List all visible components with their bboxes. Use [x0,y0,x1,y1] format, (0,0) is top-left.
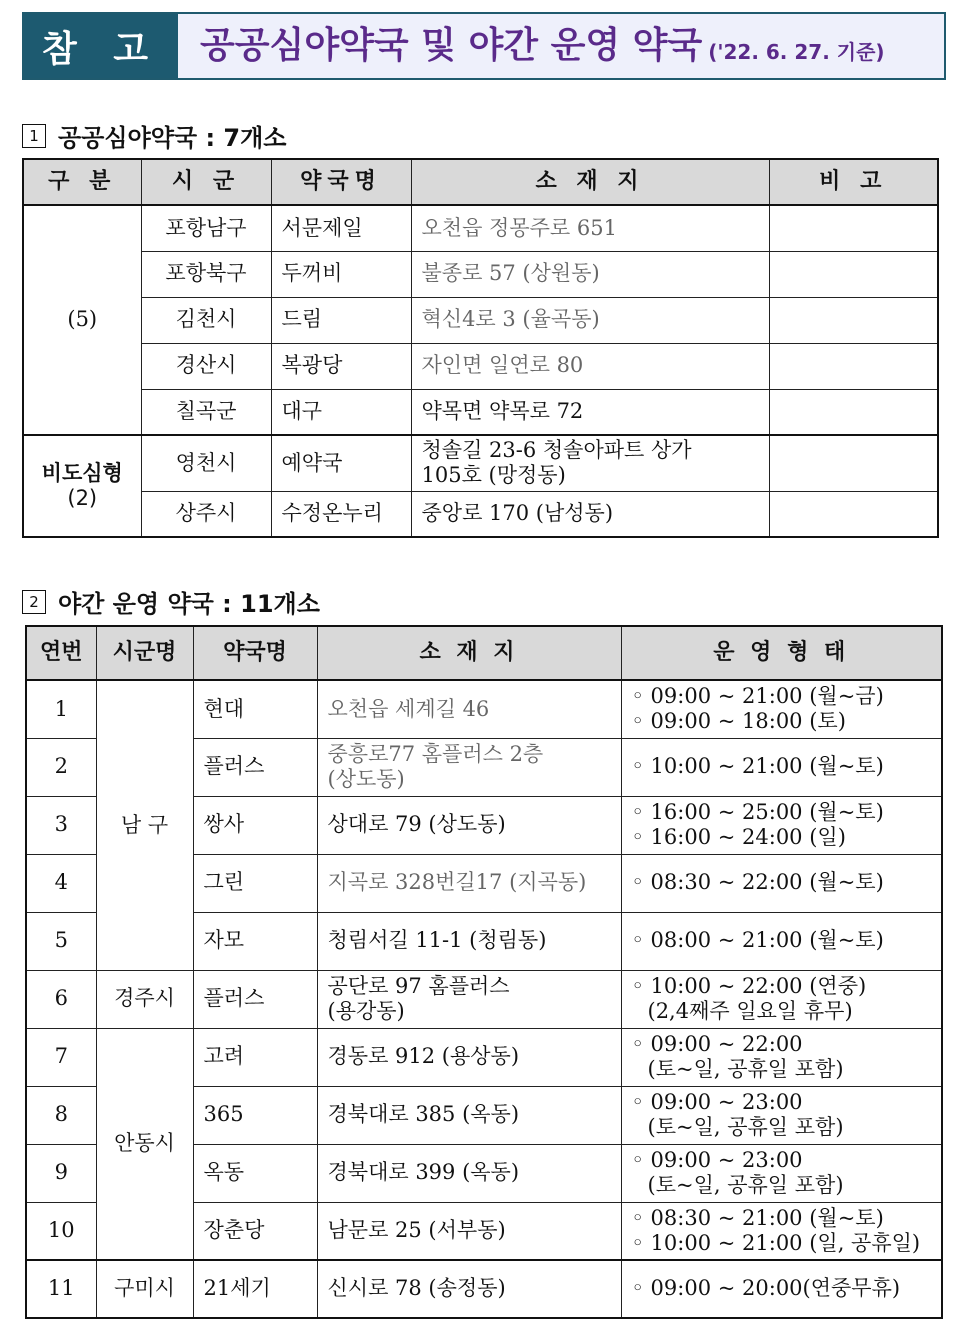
address-line1: 청솔길 23-6 청솔아파트 상가 [421,438,692,463]
hours-line: ◦ 16:00 ~ 25:00 (월~토) [631,799,884,824]
pharmacy-name-cell: 장춘당 [193,1202,317,1260]
pharmacy-name-cell: 두꺼비 [271,251,411,297]
pharmacy-name-cell: 플러스 [193,970,317,1028]
late-night-pharmacy-table [22,158,939,538]
pharmacy-name-cell: 복광당 [271,343,411,389]
pharmacy-name-cell: 그린 [193,854,317,912]
section2-number: 2 [22,590,46,614]
note-cell [769,251,938,297]
hours-cell [621,1260,942,1318]
pharmacy-name-cell: 대구 [271,389,411,435]
hours-line: ◦ 09:00 ~ 23:00 [631,1089,803,1114]
address-cell: 상대로 79 (상도동) [317,796,621,854]
hours-line: ◦ 08:30 ~ 22:00 (월~토) [631,870,884,895]
header-banner [22,12,946,80]
table-row [23,491,938,537]
hours-line: ◦ 16:00 ~ 24:00 (일) [631,825,846,849]
address-line2: (용강동) [327,999,405,1023]
pharmacy-name-cell: 21세기 [193,1260,317,1318]
address-cell: 혁신4로 3 (율곡동) [411,297,769,343]
hours-cell [621,854,942,912]
address-cell: 남문로 25 (서부동) [317,1202,621,1260]
section1-title [22,118,286,153]
hours-cell [621,912,942,970]
hours-line: ◦ 09:00 ~ 21:00 (월~금) [631,684,884,709]
table-row [26,1028,942,1086]
address-cell [317,738,621,796]
hours-cell [621,738,942,796]
col-city: 시 군 [141,159,271,205]
address-line1: 공단로 97 홈플러스 [327,973,510,998]
city-cell: 칠곡군 [141,389,271,435]
address-cell: 지곡로 328번길17 (지곡동) [317,854,621,912]
address-cell: 오천읍 세계길 46 [317,680,621,738]
col-note: 비 고 [769,159,938,205]
serial-cell: 6 [26,970,96,1028]
note-cell [769,491,938,537]
col-pharmacy-name: 약국명 [193,626,317,680]
reference-date: ('22. 6. 27. 기준) [708,40,885,64]
hours-line: (2,4째주 일요일 휴무) [647,999,853,1023]
col-address: 소 재 지 [317,626,621,680]
section1-title-text: 공공심야약국 : 7개소 [58,124,287,152]
city-cell: 상주시 [141,491,271,537]
hours-line: ◦ 09:00 ~ 23:00 [631,1147,803,1172]
address-cell: 약목면 약목로 72 [411,389,769,435]
note-cell [769,205,938,251]
pharmacy-name-cell: 고려 [193,1028,317,1086]
table-row [23,389,938,435]
hours-line: (토~일, 공휴일 포함) [647,1173,844,1197]
pharmacy-name-cell: 365 [193,1086,317,1144]
hours-line: ◦ 10:00 ~ 21:00 (일, 공휴일) [631,1230,921,1255]
city-cell: 포항북구 [141,251,271,297]
group-label-line2: (2) [67,486,98,510]
table-row [23,251,938,297]
district-cell: 남 구 [96,680,193,970]
city-cell: 김천시 [141,297,271,343]
col-address: 소 재 지 [411,159,769,205]
address-cell: 자인면 일연로 80 [411,343,769,389]
page-title-text: 공공심야약국 및 야간 운영 약국 [200,25,703,66]
page-title [178,14,944,78]
table-row [23,297,938,343]
pharmacy-name-cell: 옥동 [193,1144,317,1202]
address-cell: 경동로 912 (용상동) [317,1028,621,1086]
table-row [26,970,942,1028]
address-cell: 경북대로 399 (옥동) [317,1144,621,1202]
address-cell: 오천읍 정몽주로 651 [411,205,769,251]
col-operating-hours: 운 영 형 태 [621,626,942,680]
city-cell: 경산시 [141,343,271,389]
hours-line: ◦ 10:00 ~ 21:00 (월~토) [631,754,884,779]
note-cell [769,343,938,389]
serial-cell: 9 [26,1144,96,1202]
address-cell: 경북대로 385 (옥동) [317,1086,621,1144]
district-cell: 안동시 [96,1028,193,1260]
district-cell: 경주시 [96,970,193,1028]
col-category: 구 분 [23,159,141,205]
hours-line: ◦ 08:30 ~ 21:00 (월~토) [631,1205,884,1230]
col-district: 시군명 [96,626,193,680]
serial-cell: 4 [26,854,96,912]
address-cell: 신시로 78 (송정동) [317,1260,621,1318]
hours-line: (토~일, 공휴일 포함) [647,1115,844,1139]
group-label: (5) [23,205,141,435]
table-row [26,680,942,738]
serial-cell: 2 [26,738,96,796]
address-cell: 청림서길 11-1 (청림동) [317,912,621,970]
table-row [23,205,938,251]
city-cell: 영천시 [141,435,271,491]
hours-line: ◦ 10:00 ~ 22:00 (연중) [631,973,867,998]
header-tag: 참 고 [24,14,178,78]
serial-cell: 3 [26,796,96,854]
group-label-line1: 비도심형 [41,460,123,485]
city-cell: 포항남구 [141,205,271,251]
hours-cell [621,970,942,1028]
table-row [23,343,938,389]
serial-cell: 8 [26,1086,96,1144]
hours-cell [621,680,942,738]
pharmacy-name-cell: 수정온누리 [271,491,411,537]
serial-cell: 7 [26,1028,96,1086]
pharmacy-name-cell: 서문제일 [271,205,411,251]
col-serial: 연번 [26,626,96,680]
note-cell [769,435,938,491]
hours-line: ◦ 08:00 ~ 21:00 (월~토) [631,928,884,953]
hours-cell [621,796,942,854]
hours-line: ◦ 09:00 ~ 20:00(연중무휴) [631,1276,901,1301]
address-line2: (상도동) [327,767,405,791]
section1-number: 1 [22,124,46,148]
hours-cell [621,1144,942,1202]
pharmacy-name-cell: 자모 [193,912,317,970]
section2-title [22,584,320,619]
note-cell [769,297,938,343]
pharmacy-name-cell: 드림 [271,297,411,343]
table-row [26,1260,942,1318]
night-pharmacy-table [25,625,943,1319]
address-line1: 중흥로77 홈플러스 2층 [327,741,544,766]
address-cell [317,970,621,1028]
address-cell [411,435,769,491]
note-cell [769,389,938,435]
serial-cell: 1 [26,680,96,738]
serial-cell: 10 [26,1202,96,1260]
pharmacy-name-cell: 예약국 [271,435,411,491]
hours-line: (토~일, 공휴일 포함) [647,1057,844,1081]
serial-cell: 5 [26,912,96,970]
pharmacy-name-cell: 쌍사 [193,796,317,854]
address-line2: 105호 (망정동) [421,463,566,488]
district-cell: 구미시 [96,1260,193,1318]
address-cell: 중앙로 170 (남성동) [411,491,769,537]
col-pharmacy-name: 약국명 [271,159,411,205]
address-cell: 불종로 57 (상원동) [411,251,769,297]
hours-cell [621,1086,942,1144]
table-row [23,435,938,491]
group-label-rural [23,435,141,537]
hours-line: ◦ 09:00 ~ 22:00 [631,1031,803,1056]
pharmacy-name-cell: 플러스 [193,738,317,796]
hours-cell [621,1028,942,1086]
section2-title-text: 야간 운영 약국 : 11개소 [58,590,320,618]
pharmacy-name-cell: 현대 [193,680,317,738]
serial-cell: 11 [26,1260,96,1318]
hours-cell [621,1202,942,1260]
hours-line: ◦ 09:00 ~ 18:00 (토) [631,709,846,734]
